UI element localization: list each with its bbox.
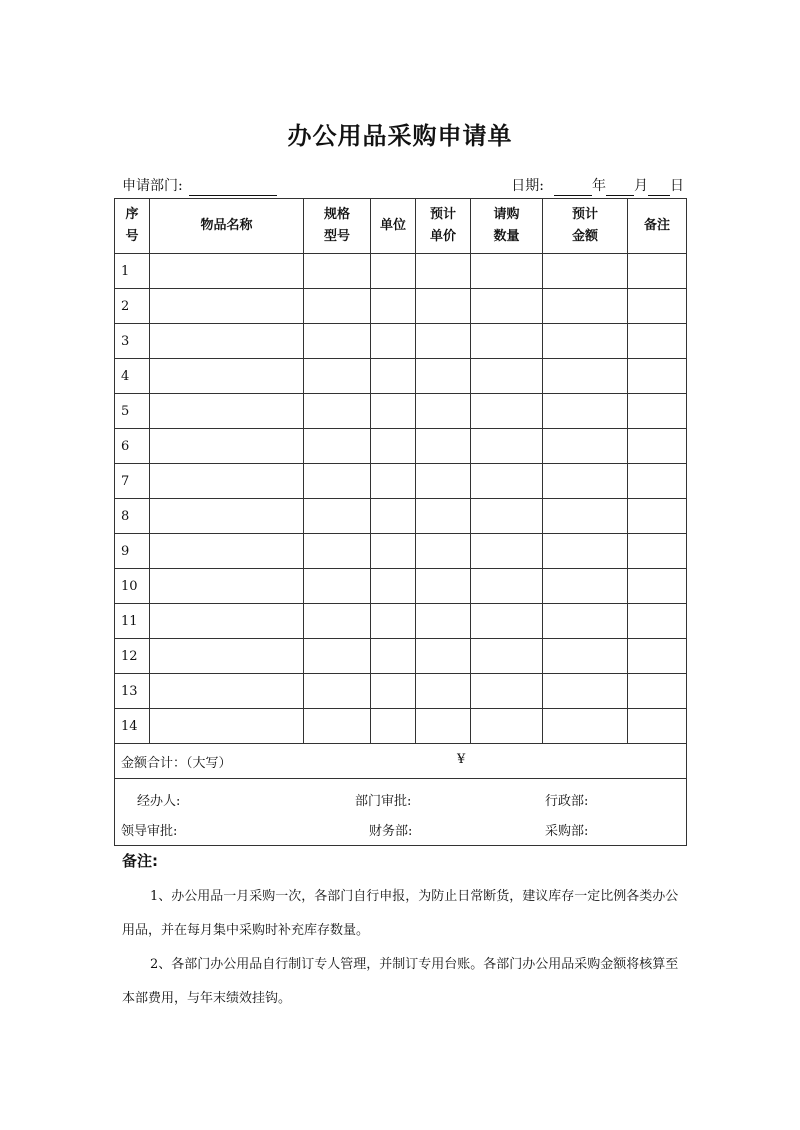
amount-cell[interactable] [543, 674, 628, 709]
year-blank[interactable] [554, 179, 592, 196]
month-label: 月 [634, 178, 648, 194]
procurement-label[interactable]: 采购部: [545, 824, 589, 839]
date-field [511, 176, 684, 196]
notes-title: 备注: [122, 852, 158, 870]
item-name-cell[interactable] [150, 534, 304, 569]
col-header-index: 序 号 [115, 199, 150, 254]
unit-cell[interactable] [371, 394, 416, 429]
col-header-amount: 预计 金额 [543, 199, 628, 254]
row-index: 14 [115, 709, 150, 744]
row-index: 6 [115, 429, 150, 464]
spec-cell[interactable] [304, 324, 371, 359]
department-blank[interactable] [189, 179, 277, 196]
amount-cell[interactable] [543, 394, 628, 429]
unit-price-cell[interactable] [416, 709, 471, 744]
quantity-cell[interactable] [471, 499, 543, 534]
table-row [115, 429, 687, 464]
table-row [115, 569, 687, 604]
spec-cell[interactable] [304, 499, 371, 534]
unit-cell[interactable] [371, 569, 416, 604]
spec-cell[interactable] [304, 569, 371, 604]
row-index: 3 [115, 324, 150, 359]
unit-cell[interactable] [371, 674, 416, 709]
unit-cell[interactable] [371, 534, 416, 569]
table-row [115, 289, 687, 324]
row-index: 9 [115, 534, 150, 569]
unit-cell[interactable] [371, 359, 416, 394]
quantity-cell[interactable] [471, 639, 543, 674]
month-blank[interactable] [606, 179, 634, 196]
total-cell [115, 744, 687, 779]
unit-cell[interactable] [371, 289, 416, 324]
spec-cell[interactable] [304, 254, 371, 289]
row-index: 4 [115, 359, 150, 394]
unit-cell[interactable] [371, 464, 416, 499]
row-index: 11 [115, 604, 150, 639]
remark-cell[interactable] [628, 254, 687, 289]
signature-row [115, 779, 687, 846]
unit-cell[interactable] [371, 639, 416, 674]
spec-cell[interactable] [304, 429, 371, 464]
amount-cell[interactable] [543, 499, 628, 534]
unit-cell[interactable] [371, 604, 416, 639]
table-row [115, 254, 687, 289]
col-header-unit-price: 预计 单价 [416, 199, 471, 254]
item-name-cell[interactable] [150, 604, 304, 639]
item-name-cell[interactable] [150, 359, 304, 394]
quantity-cell[interactable] [471, 324, 543, 359]
department-field [122, 176, 277, 196]
quantity-cell[interactable] [471, 709, 543, 744]
day-blank[interactable] [648, 179, 670, 196]
quantity-cell[interactable] [471, 674, 543, 709]
quantity-cell[interactable] [471, 429, 543, 464]
unit-price-cell[interactable] [416, 359, 471, 394]
remark-cell[interactable] [628, 674, 687, 709]
unit-price-cell[interactable] [416, 254, 471, 289]
quantity-cell[interactable] [471, 464, 543, 499]
unit-price-cell[interactable] [416, 534, 471, 569]
item-name-cell[interactable] [150, 499, 304, 534]
finance-label[interactable]: 财务部: [369, 824, 413, 839]
row-index: 10 [115, 569, 150, 604]
item-name-cell[interactable] [150, 254, 304, 289]
spec-cell[interactable] [304, 464, 371, 499]
dept-approval-label[interactable]: 部门审批: [355, 794, 412, 809]
quantity-cell[interactable] [471, 254, 543, 289]
remark-cell[interactable] [628, 639, 687, 674]
remark-cell[interactable] [628, 359, 687, 394]
amount-cell[interactable] [543, 534, 628, 569]
col-header-item-name: 物品名称 [150, 199, 304, 254]
unit-cell[interactable] [371, 709, 416, 744]
unit-cell[interactable] [371, 429, 416, 464]
remark-cell[interactable] [628, 499, 687, 534]
remark-cell[interactable] [628, 324, 687, 359]
remark-cell[interactable] [628, 464, 687, 499]
total-yen[interactable]: ¥ [457, 752, 466, 767]
unit-price-cell[interactable] [416, 674, 471, 709]
col-header-spec: 规格 型号 [304, 199, 371, 254]
spec-cell[interactable] [304, 534, 371, 569]
unit-price-cell[interactable] [416, 289, 471, 324]
table-row [115, 534, 687, 569]
quantity-cell[interactable] [471, 289, 543, 324]
signature-cell [115, 779, 687, 846]
col-header-remark: 备注 [628, 199, 687, 254]
form-title: 办公用品采购申请单 [287, 122, 513, 150]
leader-approval-label[interactable]: 领导审批: [121, 824, 178, 839]
total-row [115, 744, 687, 779]
item-name-cell[interactable] [150, 289, 304, 324]
row-index: 12 [115, 639, 150, 674]
col-header-quantity: 请购 数量 [471, 199, 543, 254]
amount-cell[interactable] [543, 604, 628, 639]
remark-cell[interactable] [628, 289, 687, 324]
handler-label[interactable]: 经办人: [137, 794, 181, 809]
spec-cell[interactable] [304, 394, 371, 429]
unit-price-cell[interactable] [416, 569, 471, 604]
remark-cell[interactable] [628, 569, 687, 604]
amount-cell[interactable] [543, 254, 628, 289]
department-label: 申请部门: [122, 178, 183, 194]
day-label: 日 [670, 178, 684, 194]
total-label: 金额合计：（大写） [121, 756, 232, 771]
remark-cell[interactable] [628, 394, 687, 429]
spec-cell[interactable] [304, 359, 371, 394]
amount-cell[interactable] [543, 464, 628, 499]
table-row [115, 359, 687, 394]
table-header-row [115, 199, 687, 254]
note-item: 2、各部门办公用品自行制订专人管理，并制订专用台账。各部门办公用品采购金额将核算至本部费用，与年末绩效挂钩。 [122, 957, 679, 1006]
unit-price-cell[interactable] [416, 639, 471, 674]
year-label: 年 [592, 178, 606, 194]
unit-cell[interactable] [371, 254, 416, 289]
amount-cell[interactable] [543, 429, 628, 464]
col-header-unit: 单位 [371, 199, 416, 254]
table-row [115, 464, 687, 499]
remark-cell[interactable] [628, 604, 687, 639]
item-name-cell[interactable] [150, 569, 304, 604]
item-name-cell[interactable] [150, 464, 304, 499]
purchase-table [114, 198, 687, 846]
unit-price-cell[interactable] [416, 429, 471, 464]
amount-cell[interactable] [543, 639, 628, 674]
item-name-cell[interactable] [150, 394, 304, 429]
table-row [115, 709, 687, 744]
table-row [115, 674, 687, 709]
form-meta [122, 176, 684, 196]
table-row [115, 394, 687, 429]
item-name-cell[interactable] [150, 709, 304, 744]
amount-cell[interactable] [543, 569, 628, 604]
item-name-cell[interactable] [150, 674, 304, 709]
unit-price-cell[interactable] [416, 464, 471, 499]
unit-cell[interactable] [371, 324, 416, 359]
amount-cell[interactable] [543, 324, 628, 359]
item-name-cell[interactable] [150, 324, 304, 359]
note-item: 1、办公用品一月采购一次，各部门自行申报，为防止日常断货，建议库存一定比例各类办公用品，并在每月集中采购时补充库存数量。 [122, 889, 679, 938]
row-index: 7 [115, 464, 150, 499]
quantity-cell[interactable] [471, 604, 543, 639]
remark-cell[interactable] [628, 709, 687, 744]
date-label: 日期: [511, 178, 544, 194]
item-name-cell[interactable] [150, 429, 304, 464]
unit-price-cell[interactable] [416, 604, 471, 639]
spec-cell[interactable] [304, 289, 371, 324]
remark-cell[interactable] [628, 429, 687, 464]
table-row [115, 604, 687, 639]
row-index: 2 [115, 289, 150, 324]
amount-cell[interactable] [543, 289, 628, 324]
unit-cell[interactable] [371, 499, 416, 534]
row-index: 13 [115, 674, 150, 709]
unit-price-cell[interactable] [416, 394, 471, 429]
quantity-cell[interactable] [471, 569, 543, 604]
row-index: 1 [115, 254, 150, 289]
spec-cell[interactable] [304, 639, 371, 674]
row-index: 8 [115, 499, 150, 534]
amount-cell[interactable] [543, 359, 628, 394]
table-row [115, 499, 687, 534]
item-name-cell[interactable] [150, 639, 304, 674]
quantity-cell[interactable] [471, 394, 543, 429]
unit-price-cell[interactable] [416, 499, 471, 534]
spec-cell[interactable] [304, 604, 371, 639]
remark-cell[interactable] [628, 534, 687, 569]
unit-price-cell[interactable] [416, 324, 471, 359]
row-index: 5 [115, 394, 150, 429]
spec-cell[interactable] [304, 709, 371, 744]
admin-label[interactable]: 行政部: [545, 794, 589, 809]
quantity-cell[interactable] [471, 534, 543, 569]
amount-cell[interactable] [543, 709, 628, 744]
quantity-cell[interactable] [471, 359, 543, 394]
table-row [115, 639, 687, 674]
spec-cell[interactable] [304, 674, 371, 709]
table-row [115, 324, 687, 359]
